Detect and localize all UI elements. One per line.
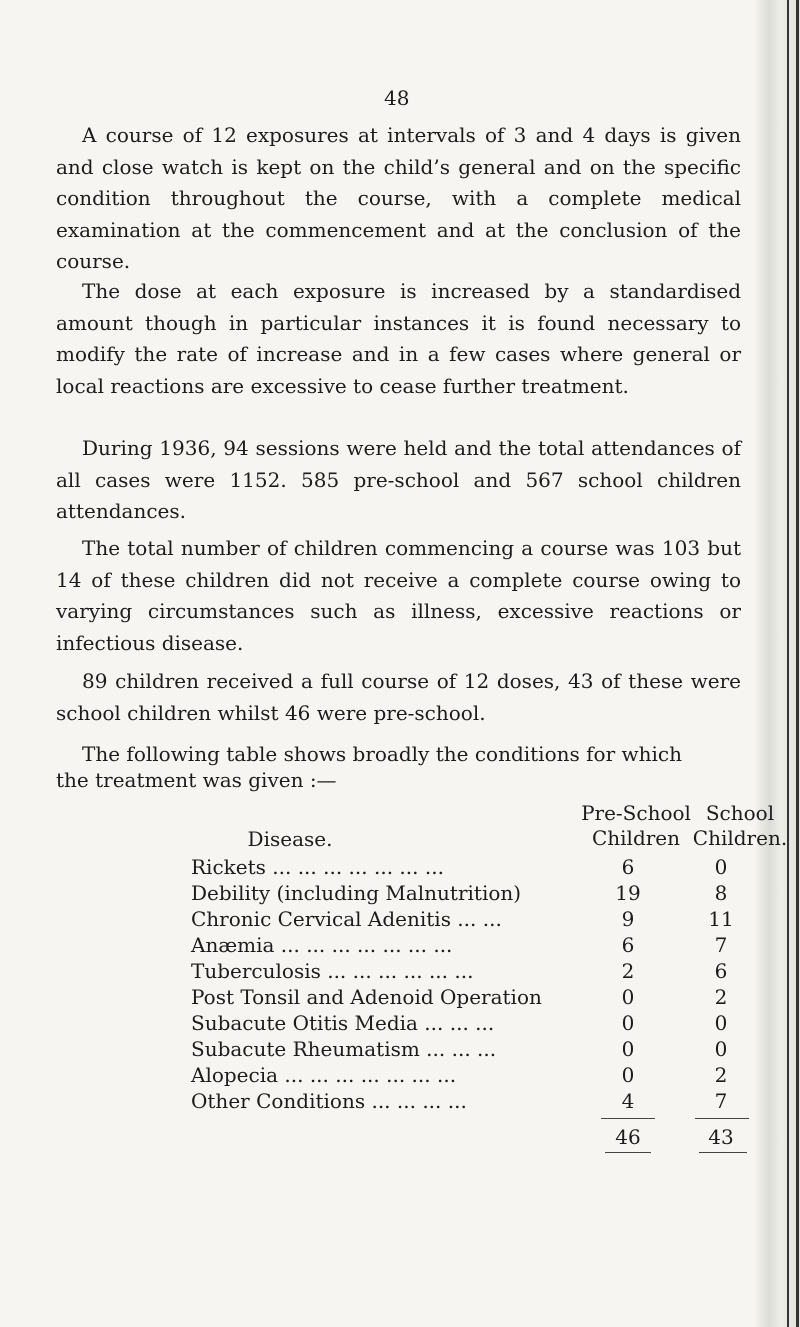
school-value: 0 [714,855,728,879]
paragraph: The total number of children commencing a course was 103 but 14 of these children did not receive a complete course owing to varying circumstances such as illness, excessive reactions or infectious disease. [56,536,741,655]
table-intro: The following table shows broadly the conditions for which [82,742,682,766]
school-value: 7 [714,1089,728,1113]
page-number: 48 [384,86,410,110]
school-value: 0 [714,1011,728,1035]
disease-label: Anæmia ... ... ... ... ... ... ... [191,933,453,957]
table-row [191,959,741,985]
table-row [191,1011,741,1037]
page-edge-shadow [756,0,800,1327]
paragraph: 89 children received a full course of 12 doses, 43 of these were school children whilst 46 were pre-school. [56,669,741,725]
table-row [191,907,741,933]
school-value: 8 [714,881,728,905]
table-row [191,855,741,881]
page-edge-line [796,0,799,1327]
school-value: 2 [714,985,728,1009]
school-value: 11 [708,907,734,931]
school-value: 0 [714,1037,728,1061]
disease-label: Tuberculosis ... ... ... ... ... ... [191,959,474,983]
school-value: 7 [714,933,728,957]
preschool-value: 19 [615,881,641,905]
preschool-value: 0 [621,985,635,1009]
preschool-value: 9 [621,907,635,931]
school-value: 2 [714,1063,728,1087]
disease-label: Subacute Rheumatism ... ... ... [191,1037,497,1061]
preschool-value: 0 [621,1063,635,1087]
table-row [191,881,741,907]
table-header-disease: Disease. [247,827,333,851]
disease-label: Other Conditions ... ... ... ... [191,1089,467,1113]
paragraph: A course of 12 exposures at intervals of 3 and 4 days is given and close watch is kept on the child’s general and on the specific condition throughout the course, with a complete medical examination at the commencement and at the conclusion of the course. [56,123,741,273]
total-preschool: 46 [615,1125,641,1149]
paragraph: During 1936, 94 sessions were held and the total attendances of all cases were 1152. 585 pre-school and 567 school children attendances. [56,436,741,523]
table-row [191,985,741,1011]
preschool-value: 2 [621,959,635,983]
preschool-value: 6 [621,855,635,879]
disease-label: Rickets ... ... ... ... ... ... ... [191,855,444,879]
total-underline-preschool [605,1152,651,1153]
sum-rule-preschool [601,1118,655,1119]
table-row [191,933,741,959]
disease-label: Chronic Cervical Adenitis ... ... [191,907,502,931]
table-row [191,1089,741,1115]
disease-label: Subacute Otitis Media ... ... ... [191,1011,495,1035]
table-row [191,1063,741,1089]
preschool-value: 0 [621,1011,635,1035]
preschool-value: 0 [621,1037,635,1061]
table-row [191,1037,741,1063]
total-school: 43 [708,1125,734,1149]
disease-label: Debility (including Malnutrition) [191,881,522,905]
table-header-school: School Children. [692,801,788,850]
table-intro: the treatment was given :— [56,768,337,792]
school-value: 6 [714,959,728,983]
total-underline-school [699,1152,747,1153]
disease-label: Post Tonsil and Adenoid Operation [191,985,542,1009]
paragraph: The dose at each exposure is increased by a standardised amount though in particular instances it is found necessary to modify the rate of increase and in a few cases where general or local reactions are excessive to cease further treatment. [56,279,741,398]
sum-rule-school [695,1118,749,1119]
preschool-value: 6 [621,933,635,957]
disease-label: Alopecia ... ... ... ... ... ... ... [191,1063,457,1087]
table-header-preschool: Pre-School Children [581,801,691,850]
preschool-value: 4 [621,1089,635,1113]
page-edge-line [787,0,789,1327]
